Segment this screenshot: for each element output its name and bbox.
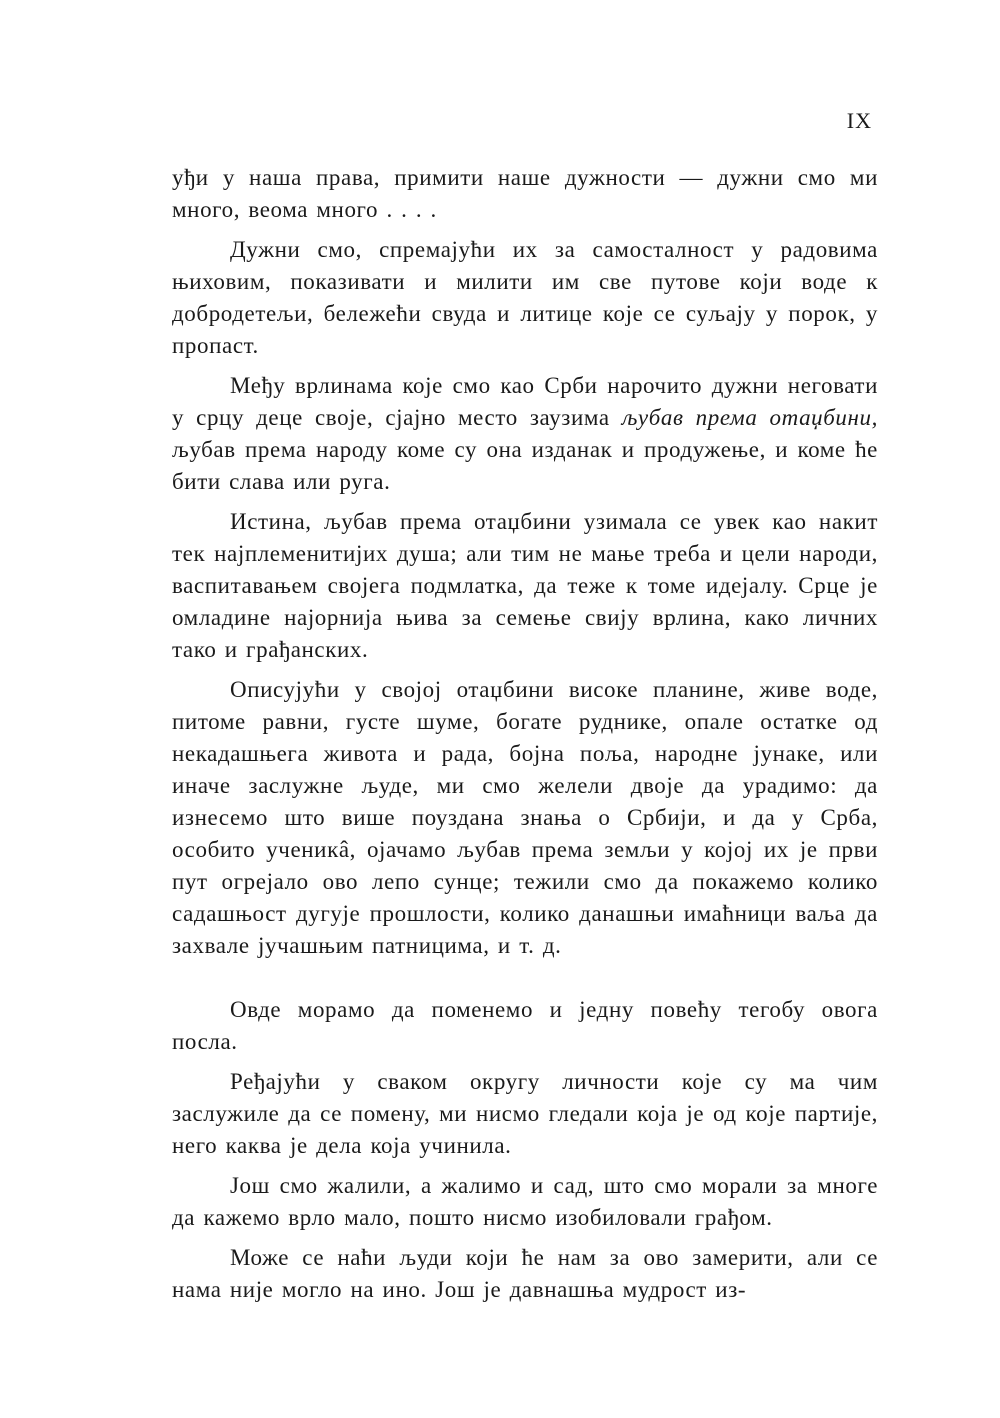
page-number: IX [846, 108, 872, 133]
paragraph-duty-preparation: Дужни смо, спремајући их за самосталност у радовима њиховим, показивати и милити им све путове који воде к добродетељи, бележећи свуда и литице које се суљају у порок, у пропаст. [172, 237, 878, 358]
paragraph-difficulty: Овде морамо да поменемо и једну повећу тегобу овога посла. [172, 997, 878, 1054]
paragraph-regret: Још смо жалили, а жалимо и сад, што смо морали за многе да кажемо врло мало, пошто нисмо изобиловали грађом. [172, 1173, 878, 1230]
paragraph-describing-homeland: Описујући у својој отаџбини високе планине, живе воде, питоме равни, густе шуме, богате руднике, опале остатке од некадашњега живота и рада, бојна поља, народне јунаке, или иначе заслужне људе, ми смо желели двоје да урадимо: да изнесемо што више поуздана знања о Србији, и да у Срба, особито ученикâ, ојачамо љубав према земљи у којој их је први пут огрејало ово лепо сунце; тежили смо да покажемо колико садашњост дугује прошлости, колико данашњи имаћници ваља да захвале јучашњим патницима, и т. д. [172, 677, 878, 958]
paragraph-objection: Може се наћи људи који ће нам за ово замерити, али се нама није могло на ино. Још је давнашња мудрост из- [172, 1245, 878, 1302]
paragraph-virtues-end: љубав према народу коме су она изданак и продужење, и коме ће бити слава или руга. [172, 437, 878, 494]
paragraph-continuation: уђи у наша права, примити наше дужности — дужни смо ми много, веома много . . . . [172, 165, 878, 222]
page-text-body [172, 162, 878, 1314]
paragraph-virtues-start: Међу врлинама које смо као Срби нарочито дужни неговати у срцу деце своје, сјајно место заузима [172, 373, 878, 430]
paragraph-listing-persons: Ређајући у сваком округу личности које су ма чим заслужиле да се помену, ми нисмо гледали која је од које партије, него каква је дела која учинила. [172, 1069, 878, 1158]
emphasis-love-of-homeland: љубав према отаџбини, [621, 405, 878, 430]
paragraph-truth: Истина, љубав према отаџбини узимала се увек као накит тек најплеменитијих душа; али тим не мање треба и цели народи, васпитавањем својега подмлатка, да теже к томе идејалу. Срце је омладине најорнија њива за семење свију врлина, како личних тако и грађанских. [172, 509, 878, 662]
paragraph-virtues [172, 370, 878, 498]
